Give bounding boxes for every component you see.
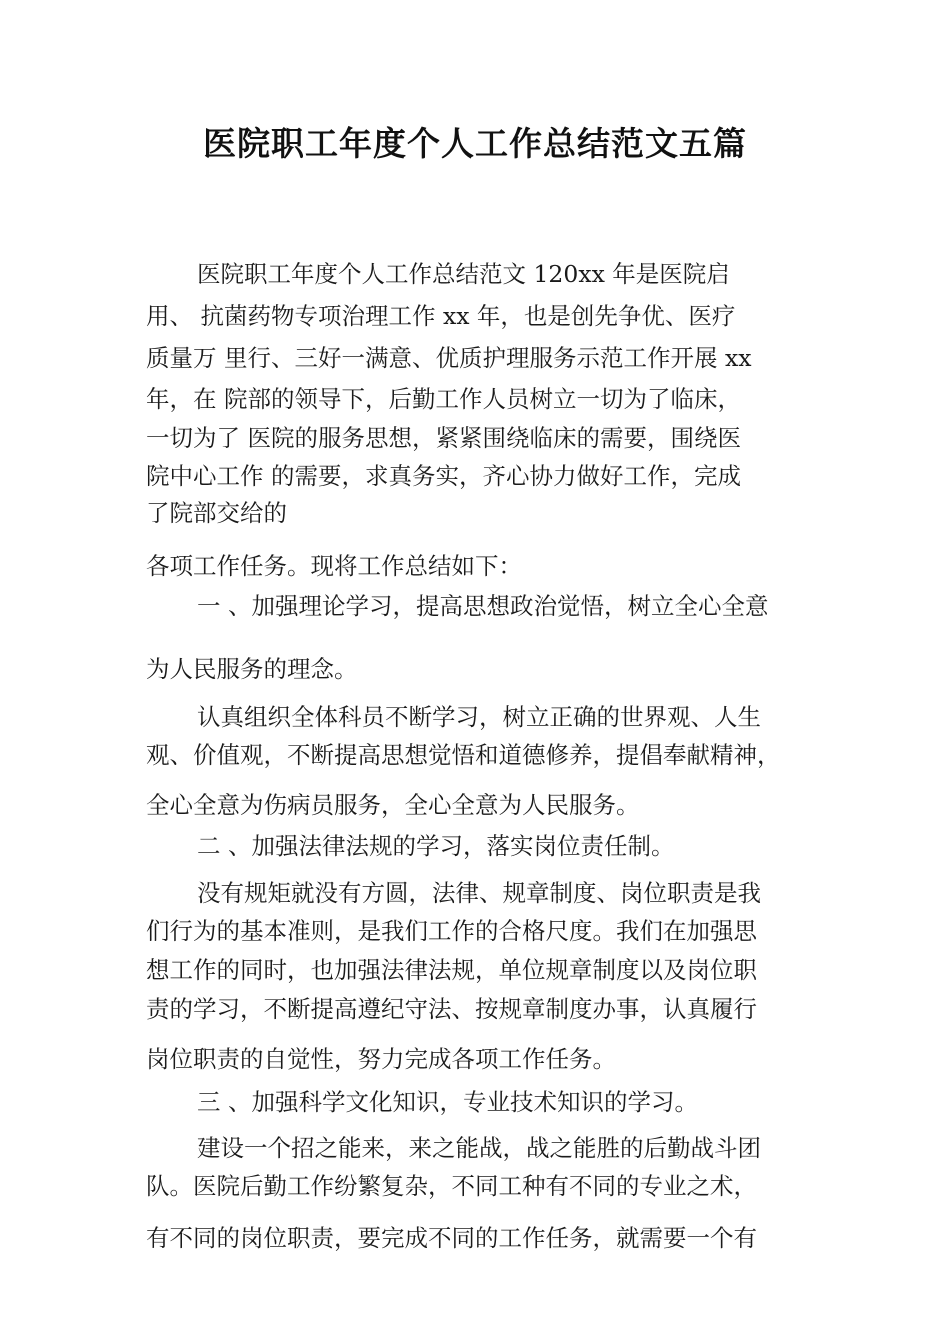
paragraph-line: 一切为了 医院的服务思想，紧紧围绕临床的需要，围绕医 bbox=[146, 424, 741, 452]
paragraph-line: 认真组织全体科员不断学习，树立正确的世界观、人生 bbox=[197, 703, 761, 731]
paragraph-line: 建设一个招之能来，来之能战，战之能胜的后勤战斗团 bbox=[197, 1134, 761, 1162]
paragraph-line: 全心全意为伤病员服务，全心全意为人民服务。 bbox=[146, 791, 640, 819]
paragraph-line: 用、 抗菌药物专项治理工作 xx 年，也是创先争优、医疗 bbox=[146, 302, 736, 330]
document-title: 医院职工年度个人工作总结范文五篇 bbox=[203, 124, 747, 163]
paragraph-line: 队。医院后勤工作纷繁复杂，不同工种有不同的专业之术， bbox=[146, 1172, 757, 1200]
paragraph-line: 没有规矩就没有方圆，法律、规章制度、岗位职责是我 bbox=[197, 879, 761, 907]
paragraph-line: 们行为的基本准则，是我们工作的合格尺度。我们在加强思 bbox=[146, 917, 757, 945]
paragraph-line: 岗位职责的自觉性，努力完成各项工作任务。 bbox=[146, 1045, 616, 1073]
paragraph-line: 年，在 院部的领导下，后勤工作人员树立一切为了临床， bbox=[146, 385, 741, 413]
paragraph-line: 质量万 里行、三好一满意、优质护理服务示范工作开展 xx bbox=[146, 344, 752, 372]
paragraph-line: 责的学习，不断提高遵纪守法、按规章制度办事，认真履行 bbox=[146, 995, 757, 1023]
paragraph-line: 想工作的同时，也加强法律法规，单位规章制度以及岗位职 bbox=[146, 956, 757, 984]
paragraph-line: 有不同的岗位职责，要完成不同的工作任务，就需要一个有 bbox=[146, 1224, 757, 1252]
paragraph-line: 医院职工年度个人工作总结范文 120xx 年是医院启 bbox=[197, 260, 730, 288]
paragraph-line: 了院部交给的 bbox=[146, 499, 287, 527]
section-heading: 一 、加强理论学习，提高思想政治觉悟，树立全心全意 bbox=[197, 592, 769, 620]
section-heading: 三 、加强科学文化知识，专业技术知识的学习。 bbox=[197, 1088, 698, 1116]
section-heading: 二 、加强法律法规的学习，落实岗位责任制。 bbox=[197, 832, 675, 860]
paragraph-line: 各项工作任务。现将工作总结如下： bbox=[146, 552, 522, 580]
section-heading: 为人民服务的理念。 bbox=[146, 655, 358, 683]
paragraph-line: 院中心工作 的需要，求真务实，齐心协力做好工作，完成 bbox=[146, 462, 741, 490]
paragraph-line: 观、价值观，不断提高思想觉悟和道德修养，提倡奉献精神， bbox=[146, 741, 781, 769]
